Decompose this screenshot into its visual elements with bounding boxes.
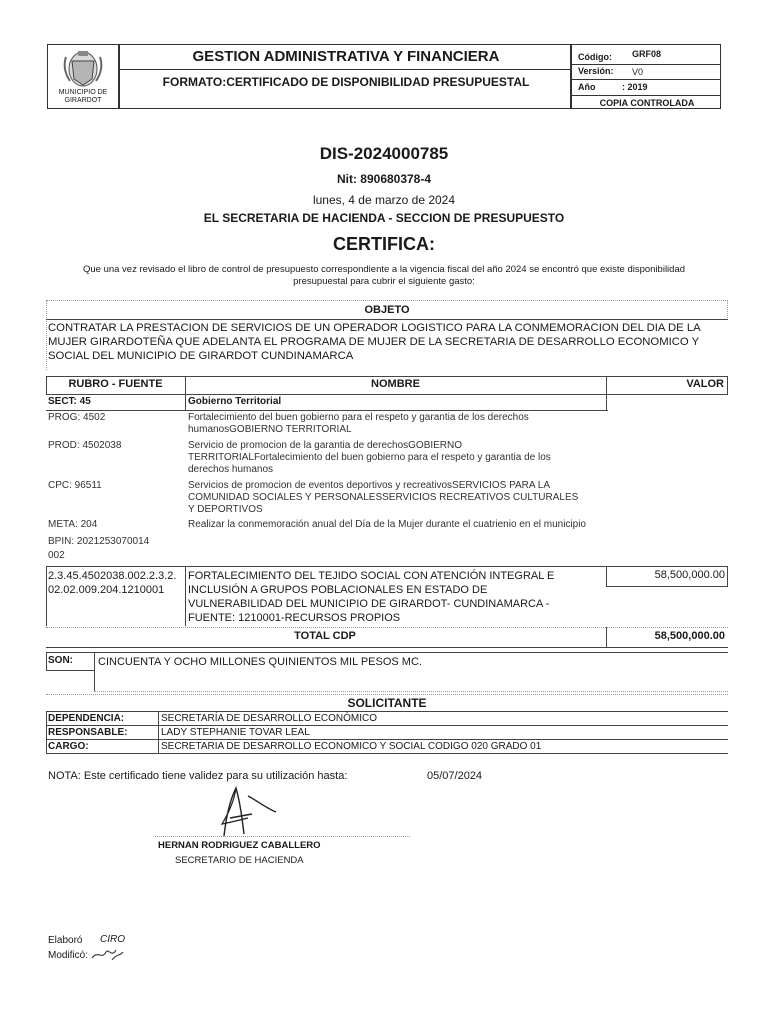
solicitante-heading: SOLICITANTE [347, 696, 427, 710]
total-cdp-value: 58,500,000.00 [654, 630, 725, 642]
elaboro-label: Elaboró [48, 935, 83, 946]
bpin-line-1: BPIN: 2021253070014 [48, 536, 150, 547]
rubro-line-1: 2.3.45.4502038.002.2.3.2. [48, 570, 177, 582]
cpc-line-1: Servicios de promocion de eventos deportivos y recreativosSERVICIOS PARA LA [188, 480, 551, 491]
meta-text: Realizar la conmemoración anual del Día de la Mujer durante el cuatrienio en el municipio [188, 519, 586, 530]
responsable-value: LADY STEPHANIE TOVAR LEAL [161, 727, 310, 738]
responsable-label: RESPONSABLE: [48, 727, 128, 738]
bpin [48, 535, 149, 563]
son-label: SON: [48, 655, 73, 666]
prod-line-2: TERRITORIALFortalecimiento del buen gobierno para el respeto y garantia de los [188, 452, 551, 463]
anio-value: : 2019 [622, 82, 648, 92]
signer-role: SECRETARIO DE HACIENDA [175, 855, 304, 866]
col-valor: VALOR [686, 378, 724, 390]
objeto-line-1: CONTRATAR LA PRESTACION DE SERVICIOS DE UN OPERADOR LOGISTICO PARA LA CONMEMORACION DEL DIA DE LA [48, 322, 701, 334]
cpc-line-3: Y DEPORTIVOS [188, 504, 263, 515]
sect-code: SECT: 45 [48, 396, 91, 407]
codigo-label: Código: [578, 52, 612, 62]
header-subtitle: FORMATO:CERTIFICADO DE DISPONIBILIDAD PRESUPUESTAL [162, 75, 530, 89]
nota-text: NOTA: Este certificado tiene validez para su utilización hasta: [48, 770, 348, 782]
dependencia-value: SECRETARÍA DE DESARROLLO ECONÓMICO [161, 713, 377, 724]
col-rubro-fuente: RUBRO - FUENTE [68, 378, 163, 390]
son-text: CINCUENTA Y OCHO MILLONES QUINIENTOS MIL PESOS MC. [98, 656, 422, 668]
objeto-text [48, 321, 738, 363]
prod-line-3: derechos humanos [188, 464, 274, 475]
cpc-desc [188, 480, 578, 516]
fort-line-1: FORTALECIMIENTO DEL TEJIDO SOCIAL CON ATENCIÓN INTEGRAL E [188, 570, 555, 582]
nota-date: 05/07/2024 [427, 770, 483, 782]
prog-desc [188, 412, 529, 436]
issuer: EL SECRETARIA DE HACIENDA - SECCION DE PRESUPUESTO [203, 211, 565, 225]
bpin-line-2: 002 [48, 550, 65, 561]
doc-date: lunes, 4 de marzo de 2024 [312, 193, 456, 207]
elaboro-value: CIRO [100, 934, 125, 945]
intro-line-1: Que una vez revisado el libro de control de presupuesto correspondiente a la vigencia fiscal del año 2024 se encontró que existe disponibilidad [82, 264, 686, 275]
version-value: V0 [632, 67, 644, 77]
coat-of-arms-icon [48, 47, 118, 93]
col-nombre: NOMBRE [371, 378, 420, 390]
signer-name: HERNAN RODRIGUEZ CABALLERO [158, 840, 321, 851]
fort-line-2: INCLUSIÓN A GRUPOS POBLACIONALES EN ESTADO DE [188, 584, 488, 596]
doc-number: DIS-2024000785 [319, 144, 449, 163]
modifico-label: Modificó: [48, 950, 89, 961]
prod-code: PROD: 4502038 [48, 440, 122, 451]
prod-line-1: Servicio de promocion de la garantia de derechosGOBIERNO [188, 440, 463, 451]
objeto-line-2: MUJER GIRARDOTEÑA QUE ADELANTA EL PROGRAMA DE MUJER DE LA SECRETARIA DE DESARROLLO ECONOMICO Y [48, 336, 700, 348]
total-cdp-label: TOTAL CDP [294, 630, 356, 642]
copia-controlada: COPIA CONTROLADA [599, 98, 695, 108]
objeto-line-3: SOCIAL DEL MUNICIPIO DE GIRARDOT CUNDINAMARCA [48, 350, 354, 362]
certifica-heading: CERTIFICA: [333, 234, 435, 254]
rubro-valor: 58,500,000.00 [654, 569, 725, 581]
dependencia-label: DEPENDENCIA: [48, 713, 125, 724]
rubro-desc [188, 569, 554, 625]
header-codes-box [571, 44, 721, 109]
sect-name: Gobierno Territorial [188, 396, 282, 407]
prod-desc [188, 440, 551, 476]
prog-line-2: humanosGOBIERNO TERRITORIAL [188, 424, 352, 435]
initials-icon [90, 944, 126, 964]
prog-code: PROG: 4502 [48, 412, 106, 423]
meta-code: META: 204 [48, 519, 98, 530]
cpc-line-2: COMUNIDAD SOCIALES Y PERSONALESSERVICIOS RECREATIVOS CULTURALES [188, 492, 579, 503]
cargo-label: CARGO: [48, 741, 89, 752]
codigo-value: GRF08 [632, 49, 662, 59]
anio-label: Año [578, 82, 596, 92]
fort-line-4: FUENTE: 1210001-RECURSOS PROPIOS [188, 612, 401, 624]
nit: Nit: 890680378-4 [336, 172, 432, 186]
header-title: GESTION ADMINISTRATIVA Y FINANCIERA [192, 48, 500, 65]
objeto-heading: OBJETO [364, 304, 410, 316]
version-label: Versión: [578, 66, 614, 76]
rubro-line-2: 02.02.009.204.1210001 [48, 584, 165, 596]
signature-icon [196, 778, 296, 848]
rubro-code [48, 569, 176, 597]
header-logo-box [47, 44, 119, 109]
cargo-value: SECRETARIA DE DESARROLLO ECONOMICO Y SOCIAL CODIGO 020 GRADO 01 [161, 741, 542, 752]
logo-caption: MUNICIPIO DE GIRARDOT [58, 89, 108, 104]
prog-line-1: Fortalecimiento del buen gobierno para el respeto y garantia de los derechos [188, 412, 529, 423]
intro-line-2: presupuestal para cubrir el siguiente gasto: [293, 276, 475, 287]
fort-line-3: VULNERABILIDAD DEL MUNICIPIO DE GIRARDOT- CUNDINAMARCA - [188, 598, 550, 610]
cpc-code: CPC: 96511 [48, 480, 102, 491]
header-title-box [119, 44, 571, 109]
